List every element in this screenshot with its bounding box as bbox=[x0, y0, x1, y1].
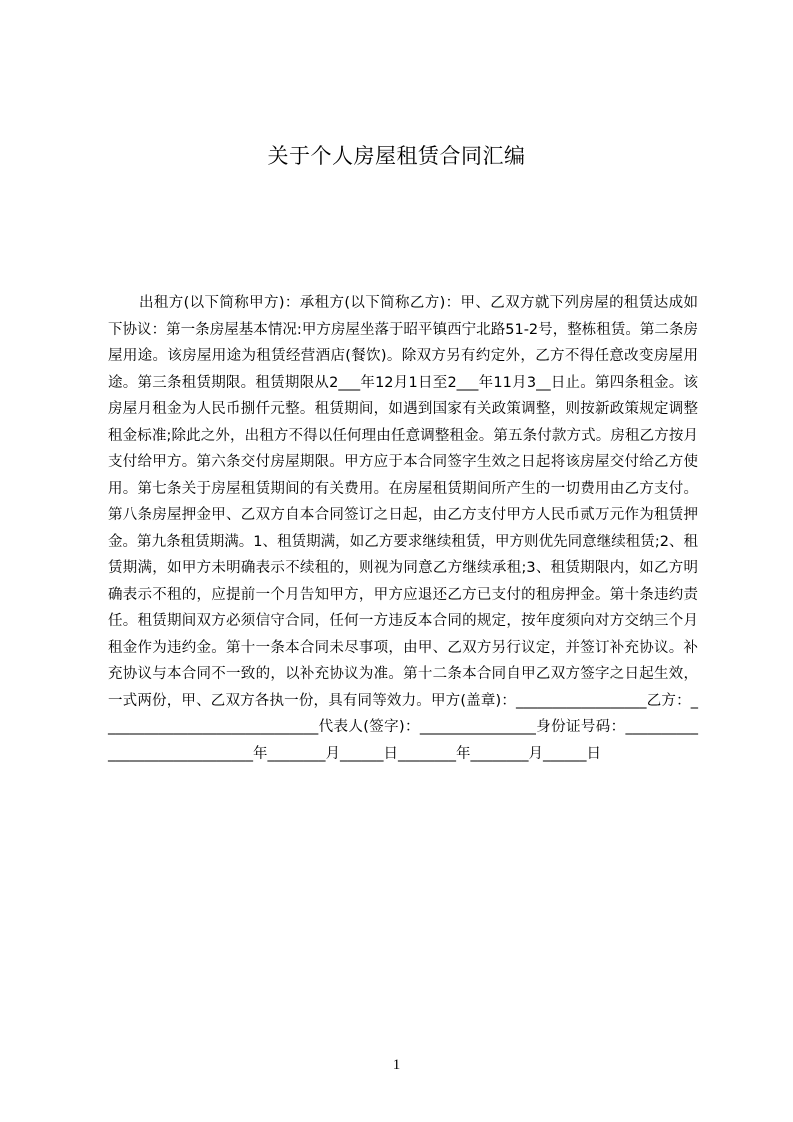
page-number: 1 bbox=[392, 1057, 401, 1073]
contract-body-paragraph: 出租方(以下简称甲方)：承租方(以下简称乙方)：甲、乙双方就下列房屋的租赁达成如下协议：第一条房屋基本情况:甲方房屋坐落于昭平镇西宁北路51-2号，整栋租赁。第二条房屋用途。该房屋用途为租赁经营酒店(餐饮)。除双方另有约定外，乙方不得任意改变房屋用途。第三条租赁期限。租赁期限从2___年12月1日至2___年11月3__日止。第四条租金。该房屋月租金为人民币捌仟元整。租赁期间，如遇到国家有关政策调整，则按新政策规定调整租金标准;除此之外，出租方不得以任何理由任意调整租金。第五条付款方式。房租乙方按月支付给甲方。第六条交付房屋期限。甲方应于本合同签字生效之日起将该房屋交付给乙方使用。第七条关于房屋租赁期间的有关费用。在房屋租赁期间所产生的一切费用由乙方支付。第八条房屋押金甲、乙双方自本合同签订之日起，由乙方支付甲方人民币贰万元作为租赁押金。第九条租赁期满。1、租赁期满，如乙方要求继续租赁，甲方则优先同意继续租赁;2、租赁期满，如甲方未明确表示不续租的，则视为同意乙方继续承租;3、租赁期限内，如乙方明确表示不租的，应提前一个月告知甲方，甲方应退还乙方已支付的租房押金。第十条违约责任。租赁期间双方必须信守合同，任何一方违反本合同的规定，按年度须向对方交纳三个月租金作为违约金。第十一条本合同未尽事项，由甲、乙双方另行议定，并签订补充协议。补充协议与本合同不一致的，以补充协议为准。第十二条本合同自甲乙双方签字之日起生效，一式两份，甲、乙双方各执一份，具有同等效力。甲方(盖章)：__________________乙方：______________________________代表人(签字)：________________身份证号码：______________________________年________月______日________年________月______日 bbox=[108, 295, 698, 762]
document-title: 关于个人房屋租赁合同汇编 bbox=[267, 144, 526, 168]
